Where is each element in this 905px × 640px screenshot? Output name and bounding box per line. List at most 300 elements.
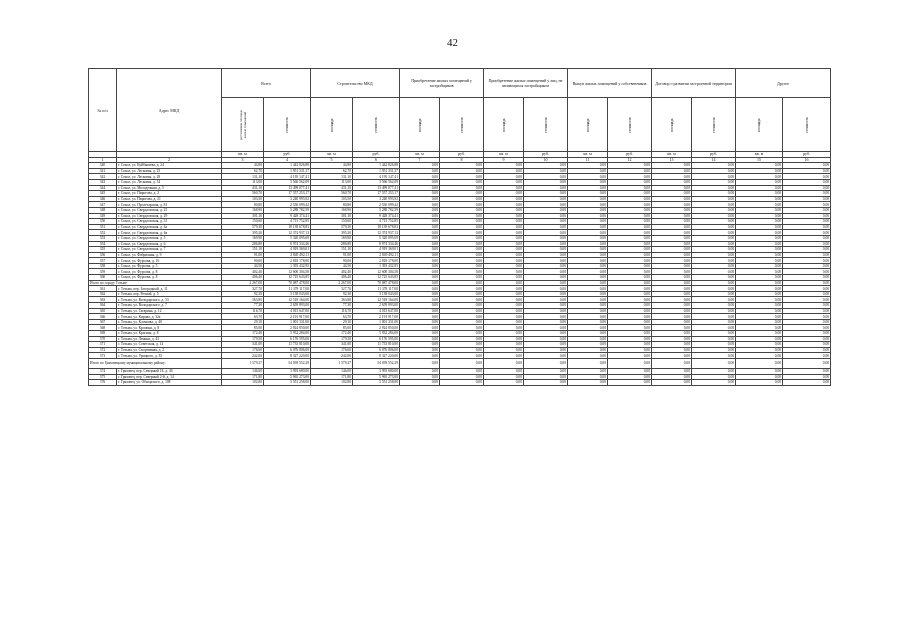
- zero-area: 0,00: [652, 269, 692, 275]
- construction-cost: 54 039 552,29: [353, 358, 400, 368]
- zero-cost: 0,00: [524, 235, 568, 241]
- zero-cost: 0,00: [783, 163, 831, 169]
- zero-area: 0,00: [568, 207, 608, 213]
- zero-cost: 0,00: [608, 286, 652, 292]
- row-address: г. Сокол, ул. Пирогова, д. 2: [117, 191, 222, 197]
- construction-cost: 11 378 117,00: [353, 286, 400, 292]
- construction-area: 176,60: [311, 347, 353, 353]
- zero-cost: 0,00: [783, 275, 831, 281]
- zero-area: 0,00: [568, 308, 608, 314]
- zero-area: 0,00: [736, 247, 783, 253]
- total-area: 327,70: [222, 286, 264, 292]
- construction-area: 301,10: [311, 213, 353, 219]
- column-number-cell: 4: [264, 157, 311, 163]
- zero-cost: 0,00: [524, 297, 568, 303]
- total-area: 90,00: [222, 258, 264, 264]
- column-number-cell: 6: [353, 157, 400, 163]
- zero-area: 0,00: [736, 163, 783, 169]
- header-group-other: Другое: [736, 69, 831, 98]
- zero-area: 0,00: [568, 275, 608, 281]
- row-number: 359: [89, 269, 117, 275]
- total-cost: 2 191 917,00: [264, 314, 311, 320]
- row-address: г. Тотьма, ул. Спортивная, д. 2: [117, 347, 222, 353]
- zero-area: 0,00: [400, 168, 440, 174]
- zero-area: 0,00: [400, 202, 440, 208]
- zero-cost: 0,00: [692, 286, 736, 292]
- zero-cost: 0,00: [440, 325, 484, 331]
- total-cost: 1 001 331,00: [264, 319, 311, 325]
- zero-cost: 0,00: [783, 286, 831, 292]
- construction-area: 90,00: [311, 258, 353, 264]
- zero-area: 0,00: [484, 374, 524, 380]
- zero-cost: 0,00: [608, 247, 652, 253]
- row-address: г. Сокол, ул. Куйбышева, д. 24: [117, 163, 222, 169]
- row-number: 345: [89, 191, 117, 197]
- zero-area: 0,00: [736, 207, 783, 213]
- row-number: 371: [89, 342, 117, 348]
- zero-cost: 0,00: [692, 336, 736, 342]
- table-body: [89, 163, 831, 386]
- zero-cost: 0,00: [608, 325, 652, 331]
- row-number: 358: [89, 263, 117, 269]
- row-address: г. Тотьма, пер. Речной, д. 5: [117, 291, 222, 297]
- zero-cost: 0,00: [608, 374, 652, 380]
- zero-cost: 0,00: [440, 247, 484, 253]
- zero-area: 0,00: [568, 336, 608, 342]
- zero-area: 0,00: [736, 308, 783, 314]
- total-cost: 13 499 077,41: [264, 185, 311, 191]
- zero-area: 0,00: [484, 191, 524, 197]
- header-group-row: [89, 69, 831, 98]
- zero-area: 0,00: [484, 219, 524, 225]
- zero-cost: 0,00: [524, 358, 568, 368]
- zero-area: 0,00: [736, 342, 783, 348]
- zero-area: 0,00: [568, 374, 608, 380]
- construction-area: 579,30: [311, 224, 353, 230]
- zero-cost: 0,00: [692, 168, 736, 174]
- zero-cost: 0,00: [524, 207, 568, 213]
- row-number: 367: [89, 319, 117, 325]
- zero-cost: 0,00: [783, 224, 831, 230]
- zero-cost: 0,00: [440, 185, 484, 191]
- total-cost: 5 320 095,69: [264, 235, 311, 241]
- total-cost: 2 924 850,00: [264, 325, 311, 331]
- zero-cost: 0,00: [783, 368, 831, 374]
- column-number-cell: 11: [568, 157, 608, 163]
- total-area: 1 579,27: [222, 358, 264, 368]
- unit-cell: кв. м: [222, 152, 264, 158]
- zero-area: 0,00: [736, 325, 783, 331]
- zero-area: 0,00: [400, 336, 440, 342]
- header-group-buyout: Выкуп жилых помещений у собственников: [568, 69, 652, 98]
- zero-cost: 0,00: [692, 207, 736, 213]
- zero-area: 0,00: [652, 336, 692, 342]
- zero-cost: 0,00: [608, 241, 652, 247]
- zero-area: 0,00: [736, 202, 783, 208]
- zero-area: 0,00: [568, 219, 608, 225]
- zero-area: 0,00: [652, 185, 692, 191]
- zero-cost: 0,00: [524, 185, 568, 191]
- header-sub-cost: стоимость: [374, 116, 378, 133]
- total-area: 91,00: [222, 252, 264, 258]
- row-address: г. Сокол, ул. Лесковая, д. 34: [117, 179, 222, 185]
- zero-cost: 0,00: [608, 342, 652, 348]
- construction-cost: 5 288 782,59: [353, 207, 400, 213]
- zero-cost: 0,00: [608, 168, 652, 174]
- header-sub-area: площадь: [329, 117, 334, 132]
- zero-area: 0,00: [484, 235, 524, 241]
- zero-cost: 0,00: [692, 319, 736, 325]
- zero-cost: 0,00: [440, 347, 484, 353]
- zero-area: 0,00: [568, 280, 608, 286]
- zero-cost: 0,00: [608, 297, 652, 303]
- row-number: 340: [89, 163, 117, 169]
- zero-cost: 0,00: [608, 191, 652, 197]
- zero-area: 0,00: [652, 258, 692, 264]
- row-address: г. Грязовец, пер. Северный 1Б, д. 4б: [117, 368, 222, 374]
- construction-cost: 17 557 253,17: [353, 191, 400, 197]
- zero-area: 0,00: [652, 207, 692, 213]
- zero-area: 0,00: [568, 286, 608, 292]
- zero-cost: 0,00: [783, 342, 831, 348]
- zero-area: 0,00: [568, 247, 608, 253]
- construction-cost: 5 932 284,00: [353, 331, 400, 337]
- total-area: 171,80: [222, 374, 264, 380]
- row-number: 375: [89, 374, 117, 380]
- zero-cost: 0,00: [608, 303, 652, 309]
- zero-cost: 0,00: [440, 286, 484, 292]
- header-sub-cost: стоимость: [711, 116, 716, 133]
- zero-cost: 0,00: [440, 219, 484, 225]
- zero-cost: 0,00: [524, 286, 568, 292]
- construction-cost: 1 951 331,37: [353, 168, 400, 174]
- zero-cost: 0,00: [783, 252, 831, 258]
- zero-cost: 0,00: [692, 202, 736, 208]
- zero-area: 0,00: [568, 224, 608, 230]
- total-cost: 11 733 810,00: [264, 342, 311, 348]
- zero-cost: 0,00: [692, 258, 736, 264]
- unit-cell: кв. м: [652, 152, 692, 158]
- zero-area: 0,00: [400, 319, 440, 325]
- zero-area: 0,00: [484, 347, 524, 353]
- zero-area: 0,00: [652, 358, 692, 368]
- construction-cost: 9 428 374,41: [353, 213, 400, 219]
- zero-cost: 0,00: [692, 342, 736, 348]
- zero-area: 0,00: [568, 303, 608, 309]
- row-number: 347: [89, 202, 117, 208]
- row-address: г. Тотьма, ул. Ленина, д. 43: [117, 336, 222, 342]
- total-cost: 17 557 253,17: [264, 191, 311, 197]
- column-number-cell: 9: [484, 157, 524, 163]
- zero-cost: 0,00: [440, 303, 484, 309]
- unit-cell: кв. м: [400, 152, 440, 158]
- total-label: Итого по Грязовецкому муниципальному району:: [89, 358, 222, 368]
- construction-cost: 3 993 680,00: [353, 368, 400, 374]
- zero-area: 0,00: [736, 331, 783, 337]
- zero-cost: 0,00: [524, 275, 568, 281]
- row-address: г. Сокол, ул. Пирогова, д. 21: [117, 196, 222, 202]
- zero-cost: 0,00: [783, 353, 831, 359]
- zero-cost: 0,00: [692, 380, 736, 386]
- total-cost: 12 725 643,85: [264, 275, 311, 281]
- construction-cost: 18 139 678,83: [353, 224, 400, 230]
- zero-cost: 0,00: [783, 191, 831, 197]
- zero-area: 0,00: [568, 368, 608, 374]
- zero-area: 0,00: [400, 368, 440, 374]
- zero-cost: 0,00: [440, 224, 484, 230]
- unit-cell: руб.: [264, 152, 311, 158]
- row-number: 352: [89, 230, 117, 236]
- total-cost: 2 659 893,00: [264, 303, 311, 309]
- zero-area: 0,00: [736, 185, 783, 191]
- construction-area: 62,70: [311, 168, 353, 174]
- total-area: 29,10: [222, 319, 264, 325]
- construction-area: 2 267,00: [311, 280, 353, 286]
- zero-cost: 0,00: [440, 179, 484, 185]
- zero-cost: 0,00: [440, 353, 484, 359]
- zero-area: 0,00: [484, 280, 524, 286]
- zero-area: 0,00: [400, 353, 440, 359]
- column-number-cell: 2: [117, 157, 222, 163]
- zero-cost: 0,00: [440, 202, 484, 208]
- zero-cost: 0,00: [524, 269, 568, 275]
- zero-cost: 0,00: [608, 196, 652, 202]
- row-address: г. Тотьма, ул. Советская, д. 14: [117, 342, 222, 348]
- row-number: 365: [89, 308, 117, 314]
- construction-cost: 5 320 095,69: [353, 235, 400, 241]
- zero-cost: 0,00: [783, 196, 831, 202]
- row-address: г. Сокол, ул. Лесковая, д. 28: [117, 174, 222, 180]
- zero-area: 0,00: [484, 241, 524, 247]
- total-area: 406,40: [222, 275, 264, 281]
- zero-area: 0,00: [484, 252, 524, 258]
- zero-area: 0,00: [400, 174, 440, 180]
- zero-cost: 0,00: [440, 291, 484, 297]
- zero-area: 0,00: [484, 202, 524, 208]
- zero-area: 0,00: [484, 380, 524, 386]
- row-number: 354: [89, 241, 117, 247]
- zero-cost: 0,00: [783, 258, 831, 264]
- construction-area: 113,00: [311, 179, 353, 185]
- header-no: № п/п: [89, 69, 117, 152]
- zero-area: 0,00: [400, 224, 440, 230]
- zero-cost: 0,00: [608, 174, 652, 180]
- construction-cost: 6 076 806,00: [353, 347, 400, 353]
- unit-cell: руб.: [353, 152, 400, 158]
- header-address: Адрес МКД: [117, 69, 222, 152]
- total-cost: 9 428 374,41: [264, 213, 311, 219]
- zero-area: 0,00: [736, 191, 783, 197]
- row-number: 343: [89, 179, 117, 185]
- zero-area: 0,00: [652, 368, 692, 374]
- zero-area: 0,00: [484, 336, 524, 342]
- zero-cost: 0,00: [524, 258, 568, 264]
- row-address: г. Тотьма, ул. Красная, д. 8: [117, 331, 222, 337]
- zero-area: 0,00: [568, 342, 608, 348]
- zero-cost: 0,00: [783, 374, 831, 380]
- zero-area: 0,00: [400, 342, 440, 348]
- zero-area: 0,00: [652, 374, 692, 380]
- zero-area: 0,00: [652, 252, 692, 258]
- row-address: г. Грязовец, ул. Обнорского, д. 108: [117, 380, 222, 386]
- row-address: г. Сокол, ул. Лесковая, д. 25: [117, 168, 222, 174]
- header-sub-first: расселяемая площадь жилых помещений: [238, 109, 247, 140]
- zero-cost: 0,00: [783, 303, 831, 309]
- total-cost: 12 374 937,13: [264, 230, 311, 236]
- zero-area: 0,00: [484, 308, 524, 314]
- zero-cost: 0,00: [608, 202, 652, 208]
- zero-cost: 0,00: [692, 213, 736, 219]
- zero-cost: 0,00: [692, 224, 736, 230]
- zero-area: 0,00: [484, 207, 524, 213]
- zero-cost: 0,00: [692, 269, 736, 275]
- total-area: 113,00: [222, 179, 264, 185]
- zero-cost: 0,00: [608, 252, 652, 258]
- zero-cost: 0,00: [440, 275, 484, 281]
- zero-cost: 0,00: [692, 297, 736, 303]
- zero-area: 0,00: [736, 336, 783, 342]
- construction-area: 150,60: [311, 219, 353, 225]
- zero-cost: 0,00: [608, 358, 652, 368]
- row-address: г. Сокол, ул. Фурсова, д. 8: [117, 275, 222, 281]
- zero-cost: 0,00: [440, 258, 484, 264]
- zero-area: 0,00: [652, 275, 692, 281]
- zero-area: 0,00: [736, 374, 783, 380]
- zero-cost: 0,00: [783, 263, 831, 269]
- row-number: 361: [89, 286, 117, 292]
- zero-cost: 0,00: [608, 336, 652, 342]
- zero-area: 0,00: [568, 291, 608, 297]
- zero-cost: 0,00: [524, 213, 568, 219]
- column-number-cell: 16: [783, 157, 831, 163]
- zero-cost: 0,00: [692, 235, 736, 241]
- zero-cost: 0,00: [524, 325, 568, 331]
- row-address: г. Тотьма, ул. Кирова, д. 32а: [117, 314, 222, 320]
- construction-cost: 4 919 369,01: [353, 247, 400, 253]
- zero-cost: 0,00: [692, 331, 736, 337]
- zero-cost: 0,00: [608, 331, 652, 337]
- construction-cost: 3 138 043,00: [353, 291, 400, 297]
- zero-area: 0,00: [484, 331, 524, 337]
- zero-cost: 0,00: [524, 168, 568, 174]
- column-number-cell: 7: [400, 157, 440, 163]
- zero-cost: 0,00: [608, 353, 652, 359]
- zero-area: 0,00: [736, 280, 783, 286]
- zero-cost: 0,00: [783, 347, 831, 353]
- zero-cost: 0,00: [524, 319, 568, 325]
- zero-cost: 0,00: [440, 314, 484, 320]
- zero-area: 0,00: [484, 319, 524, 325]
- zero-cost: 0,00: [524, 353, 568, 359]
- zero-cost: 0,00: [524, 291, 568, 297]
- total-cost: 5 932 284,00: [264, 331, 311, 337]
- zero-cost: 0,00: [692, 347, 736, 353]
- zero-area: 0,00: [652, 342, 692, 348]
- zero-area: 0,00: [652, 213, 692, 219]
- row-number: 351: [89, 224, 117, 230]
- construction-cost: 12 600 304,58: [353, 269, 400, 275]
- zero-area: 0,00: [568, 353, 608, 359]
- zero-area: 0,00: [568, 185, 608, 191]
- construction-cost: 4 015 647,00: [353, 308, 400, 314]
- zero-cost: 0,00: [783, 213, 831, 219]
- zero-area: 0,00: [400, 314, 440, 320]
- total-area: 77,30: [222, 303, 264, 309]
- total-area: 146,00: [222, 368, 264, 374]
- row-number: 373: [89, 353, 117, 359]
- column-number-cell: 13: [652, 157, 692, 163]
- zero-area: 0,00: [652, 308, 692, 314]
- zero-cost: 0,00: [440, 374, 484, 380]
- zero-cost: 0,00: [440, 174, 484, 180]
- zero-cost: 0,00: [524, 247, 568, 253]
- row-address: г. Тотьма, ул. Гагарина, д. 12: [117, 308, 222, 314]
- row-number: 376: [89, 380, 117, 386]
- total-area: 2 267,00: [222, 280, 264, 286]
- zero-cost: 0,00: [692, 252, 736, 258]
- zero-area: 0,00: [736, 291, 783, 297]
- total-area: 172,40: [222, 331, 264, 337]
- zero-area: 0,00: [652, 280, 692, 286]
- zero-cost: 0,00: [440, 280, 484, 286]
- zero-area: 0,00: [652, 314, 692, 320]
- unit-cell: руб.: [608, 152, 652, 158]
- row-address: г. Сокол, ул. Молодежная, д. 5: [117, 185, 222, 191]
- row-address: г. Сокол, ул. Свердловская, д. 5: [117, 235, 222, 241]
- zero-cost: 0,00: [524, 314, 568, 320]
- row-number: 356: [89, 252, 117, 258]
- zero-area: 0,00: [736, 353, 783, 359]
- construction-cost: 8 327 220,00: [353, 353, 400, 359]
- row-address: г. Сокол, ул. Свердловская, д. 31: [117, 219, 222, 225]
- zero-cost: 0,00: [608, 380, 652, 386]
- construction-cost: 5 965 273,00: [353, 374, 400, 380]
- zero-cost: 0,00: [783, 308, 831, 314]
- zero-area: 0,00: [652, 331, 692, 337]
- zero-area: 0,00: [484, 163, 524, 169]
- zero-cost: 0,00: [524, 224, 568, 230]
- zero-cost: 0,00: [524, 219, 568, 225]
- zero-area: 0,00: [484, 358, 524, 368]
- total-area: 402,40: [222, 269, 264, 275]
- zero-cost: 0,00: [783, 269, 831, 275]
- header-sub-area: площадь: [669, 117, 674, 132]
- total-cost: 2 818 178,00: [264, 258, 311, 264]
- total-area: 44,80: [222, 163, 264, 169]
- zero-cost: 0,00: [524, 380, 568, 386]
- zero-cost: 0,00: [783, 291, 831, 297]
- row-address: г. Тотьма, ул. Кропина, д. 8: [117, 325, 222, 331]
- zero-area: 0,00: [484, 168, 524, 174]
- row-number: 344: [89, 185, 117, 191]
- construction-cost: 6 176 595,00: [353, 336, 400, 342]
- total-cost: 1 393 432,95: [264, 263, 311, 269]
- zero-area: 0,00: [568, 297, 608, 303]
- zero-area: 0,00: [652, 224, 692, 230]
- zero-area: 0,00: [400, 303, 440, 309]
- zero-cost: 0,00: [692, 230, 736, 236]
- zero-area: 0,00: [400, 247, 440, 253]
- zero-area: 0,00: [568, 235, 608, 241]
- row-address: г. Тотьма, ул. Урицкого, д. 35: [117, 353, 222, 359]
- zero-cost: 0,00: [783, 358, 831, 368]
- zero-area: 0,00: [736, 275, 783, 281]
- zero-area: 0,00: [652, 319, 692, 325]
- construction-area: 402,40: [311, 269, 353, 275]
- column-number-cell: 14: [692, 157, 736, 163]
- zero-cost: 0,00: [608, 235, 652, 241]
- zero-cost: 0,00: [783, 174, 831, 180]
